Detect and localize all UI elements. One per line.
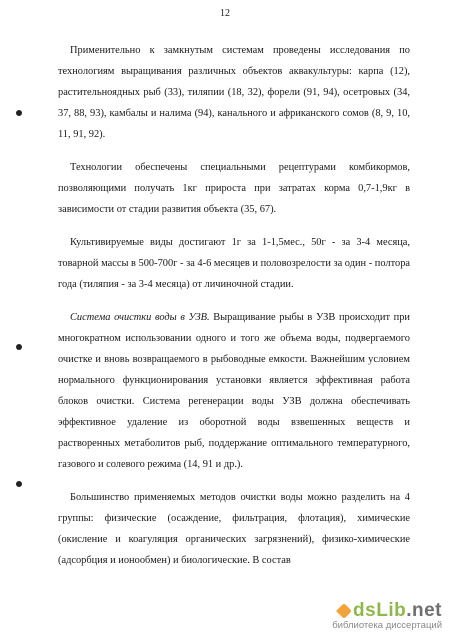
binding-hole — [16, 110, 22, 116]
binding-hole — [16, 481, 22, 487]
paragraph-growth-rates: Культивируемые виды достигают 1г за 1-1,5мес., 50г - за 3-4 месяца, товарной массы в 500-700г - за 4-6 месяцев и половозрелости за один - полтора года (тиляпия - за 3-4 месяца) от личиночной стадии. — [58, 237, 410, 290]
paragraph-water-treatment: Система очистки воды в УЗВ. Выращивание рыбы в УЗВ происходит при многократном использовании одного и того же объема воды, подвергаемого очистке и вновь возвращаемого в рыбоводные емкости. Важнейшим условием нормального функционирования установки является эффективная работа блоков очистки. Система регенерации воды УЗВ должна обеспечивать эффективное удаление из оборотной воды взвешенных веществ и растворенных метаболитов рыб, поддержание оптимального температурного, газового и солевого режима (14, 91 и др.). — [58, 312, 410, 470]
watermark-brand: dsLib.net — [353, 600, 442, 621]
page-number: 12 — [220, 8, 230, 19]
paragraph-feed-recipes: Технологии обеспечены специальными рецептурами комбикормов, позволяющими получать 1кг прироста при затратах корма 0,7-1,9кг в зависимости от стадии развития объекта (35, 67). — [58, 162, 410, 215]
watermark-subtitle: библиотека диссертаций — [332, 620, 442, 631]
section-heading-italic: Система очистки воды в УЗВ. — [70, 312, 210, 323]
dslib-logo-icon — [336, 603, 352, 619]
document-body — [58, 40, 410, 578]
dslib-watermark[interactable] — [332, 600, 442, 631]
paragraph-aquaculture-objects: Применительно к замкнутым системам проведены исследования по технологиям выращивания различных объектов аквакультуры: карпа (12), растительноядных рыб (33), тиляпии (18, 32), форели (91, 94), осетровых (34, 37, 88, 93), камбалы и налима (94), канального и африканского сомов (8, 9, 10, 11, 91, 92). — [58, 45, 410, 140]
binding-hole — [16, 344, 22, 350]
paragraph-cleaning-methods: Большинство применяемых методов очистки воды можно разделить на 4 группы: физические (осаждение, фильтрация, флотация), химические (окисление и коагуляция органических загрязнений), физико-химические (адсорбция и ионообмен) и биологические. В состав — [58, 492, 410, 566]
